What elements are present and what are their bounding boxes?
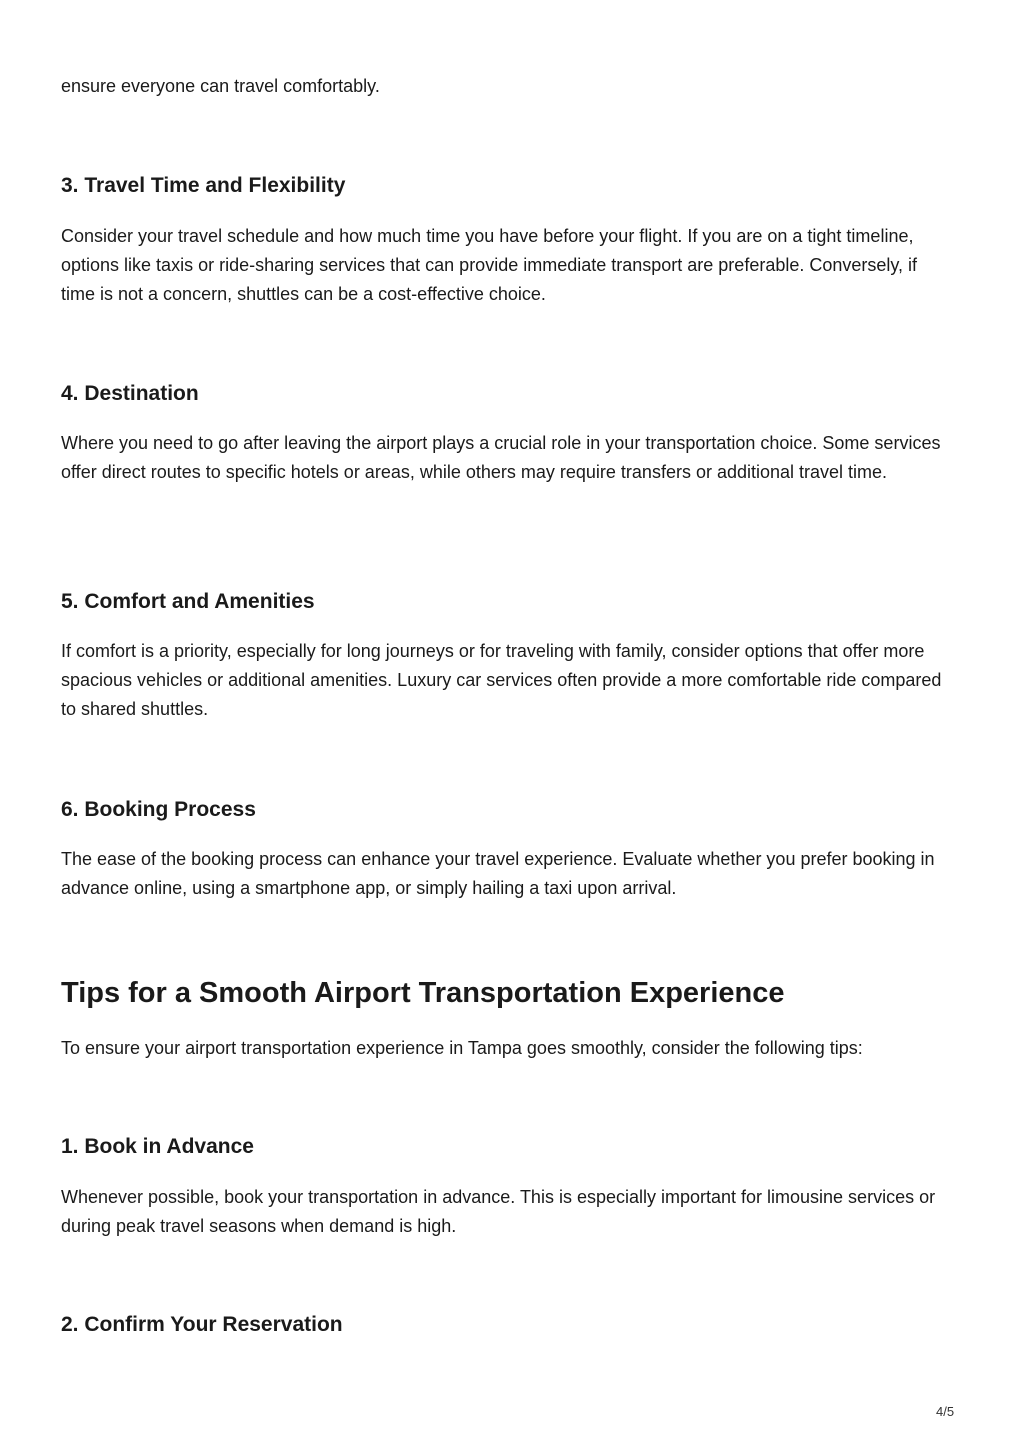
factor-heading-comfort: 5. Comfort and Amenities — [61, 590, 315, 613]
factor-body-comfort: If comfort is a priority, especially for long journeys or for traveling with family, consider options that offer more spacious vehicles or additional amenities. Luxury car services often provide a more comfortable ride compared to shared shuttles. — [61, 641, 942, 719]
tip-heading-book-advance: 1. Book in Advance — [61, 1135, 254, 1158]
tips-section-intro: To ensure your airport transportation experience in Tampa goes smoothly, consider the following tips: — [61, 1038, 863, 1058]
factor-heading-travel-time: 3. Travel Time and Flexibility — [61, 174, 346, 197]
factor-body-travel-time: Consider your travel schedule and how much time you have before your flight. If you are on a tight timeline, options like taxis or ride-sharing services that can provide immediate transport are preferable. Conversely, if time is not a concern, shuttles can be a cost-effective choice. — [61, 226, 918, 304]
intro-continuation-text: ensure everyone can travel comfortably. — [61, 76, 380, 96]
factor-body-booking: The ease of the booking process can enhance your travel experience. Evaluate whether you prefer booking in advance online, using a smartphone app, or simply hailing a taxi upon arrival. — [61, 849, 935, 898]
tip-heading-confirm-reservation: 2. Confirm Your Reservation — [61, 1313, 343, 1336]
tip-body-book-advance: Whenever possible, book your transportation in advance. This is especially important for limousine services or during peak travel seasons when demand is high. — [61, 1187, 936, 1236]
factor-heading-destination: 4. Destination — [61, 382, 199, 405]
tips-section-title: Tips for a Smooth Airport Transportation Experience — [61, 977, 785, 1009]
factor-heading-booking: 6. Booking Process — [61, 798, 256, 821]
factor-body-destination: Where you need to go after leaving the airport plays a crucial role in your transportation choice. Some services offer direct routes to specific hotels or areas, while others may require transfers or additional travel time. — [61, 433, 941, 482]
page-number: 4/5 — [936, 1404, 955, 1419]
